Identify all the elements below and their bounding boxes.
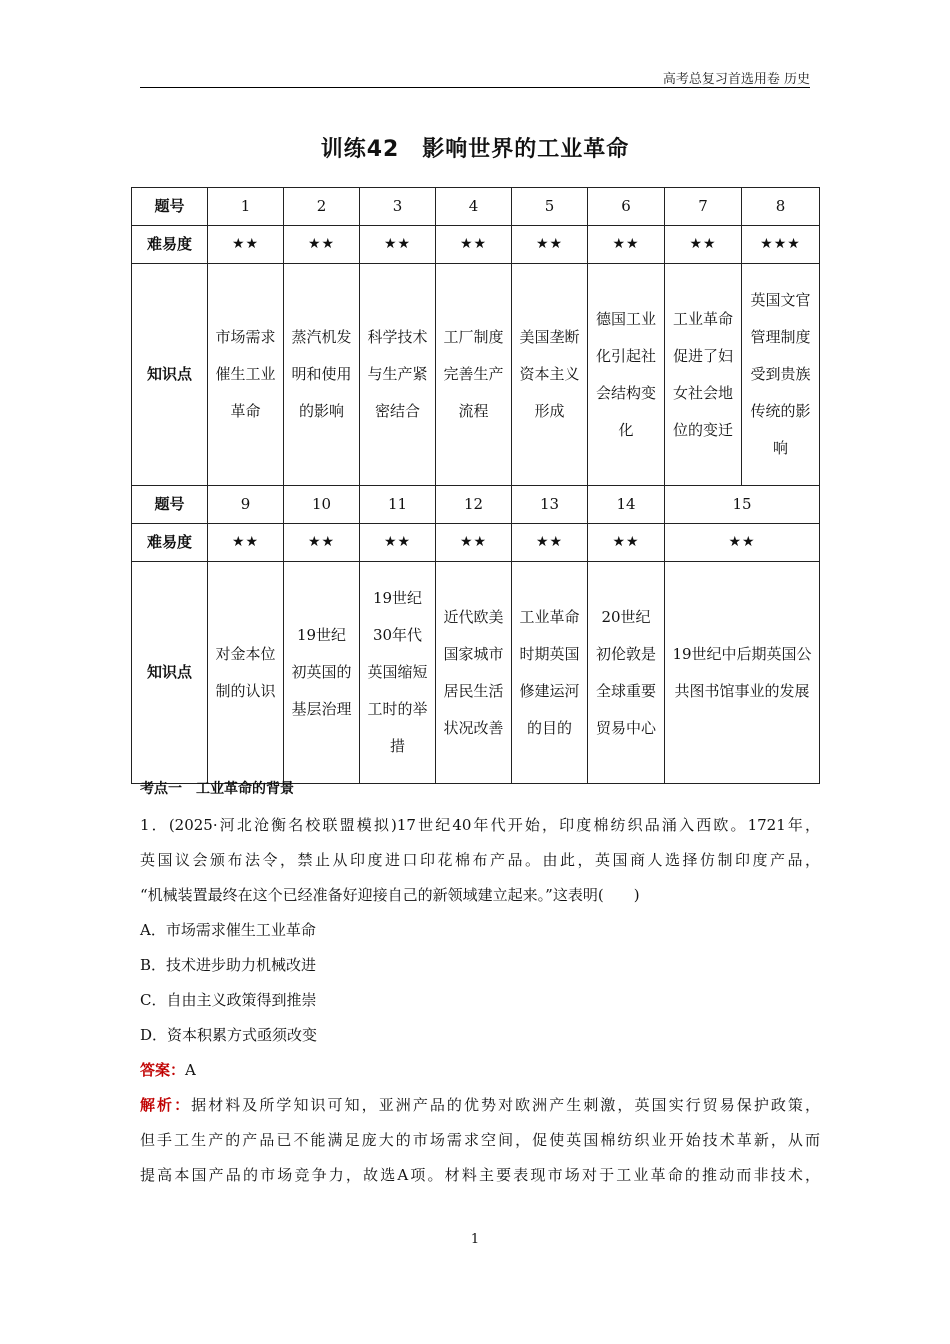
question-stem-line bbox=[140, 808, 820, 843]
cell-difficulty: ★★★ bbox=[742, 226, 820, 264]
cell-difficulty: ★★ bbox=[512, 226, 588, 264]
page-number: 1 bbox=[470, 1232, 480, 1247]
analysis-text: 据材料及所学知识可知，亚洲产品的优势对欧洲产生刺激，英国实行贸易保护政策， bbox=[191, 1096, 820, 1114]
cell-difficulty: ★★ bbox=[665, 524, 820, 562]
cell-number: 9 bbox=[208, 486, 284, 524]
cell-difficulty: ★★ bbox=[436, 524, 512, 562]
cell-knowledge: 科学技术与生产紧密结合 bbox=[360, 264, 436, 486]
cell-number: 8 bbox=[742, 188, 820, 226]
cell-difficulty: ★★ bbox=[208, 524, 284, 562]
cell-knowledge: 近代欧美国家城市居民生活状况改善 bbox=[436, 562, 512, 784]
cell-number: 12 bbox=[436, 486, 512, 524]
label-knowledge: 知识点 bbox=[132, 264, 208, 486]
cell-number: 11 bbox=[360, 486, 436, 524]
cell-knowledge: 19世纪30年代英国缩短工时的举措 bbox=[360, 562, 436, 784]
cell-number: 5 bbox=[512, 188, 588, 226]
running-header: 高考总复习首选用卷 历史 bbox=[662, 72, 810, 87]
option-c: C．自由主义政策得到推崇 bbox=[140, 991, 317, 1009]
cell-knowledge: 工业革命时期英国修建运河的目的 bbox=[512, 562, 588, 784]
cell-number: 3 bbox=[360, 188, 436, 226]
cell-difficulty: ★★ bbox=[665, 226, 742, 264]
cell-difficulty: ★★ bbox=[588, 226, 665, 264]
analysis-line: 提高本国产品的市场竞争力，故选A项。材料主要表现市场对于工业革命的推动而非技术， bbox=[140, 1166, 820, 1184]
table-row-knowledge-1 bbox=[132, 264, 820, 486]
label-number: 题号 bbox=[132, 188, 208, 226]
cell-difficulty: ★★ bbox=[284, 524, 360, 562]
cell-knowledge: 对金本位制的认识 bbox=[208, 562, 284, 784]
question-stem-line: “机械装置最终在这个已经准备好迎接自己的新领域建立起来。”这表明( ) bbox=[140, 886, 640, 904]
cell-knowledge: 19世纪中后期英国公共图书馆事业的发展 bbox=[665, 562, 820, 784]
table-row-difficulty-2 bbox=[132, 524, 820, 562]
cell-knowledge: 市场需求催生工业革命 bbox=[208, 264, 284, 486]
answer-value: A bbox=[185, 1061, 196, 1079]
option-b: B．技术进步助力机械改进 bbox=[140, 956, 317, 974]
cell-knowledge: 英国文官管理制度受到贵族传统的影响 bbox=[742, 264, 820, 486]
header-rule bbox=[140, 87, 810, 88]
analysis-line: 但手工生产的产品已不能满足庞大的市场需求空间，促使英国棉纺织业开始技术革新，从而 bbox=[140, 1131, 820, 1149]
table-row-knowledge-2 bbox=[132, 562, 820, 784]
answer-line bbox=[140, 1053, 820, 1088]
label-difficulty: 难易度 bbox=[132, 524, 208, 562]
cell-number: 6 bbox=[588, 188, 665, 226]
cell-number: 15 bbox=[665, 486, 820, 524]
option-d: D．资本积累方式亟须改变 bbox=[140, 1026, 318, 1044]
cell-number: 7 bbox=[665, 188, 742, 226]
cell-difficulty: ★★ bbox=[360, 524, 436, 562]
cell-difficulty: ★★ bbox=[512, 524, 588, 562]
question-source: (2025·河北沧衡名校联盟模拟) bbox=[168, 816, 397, 834]
cell-knowledge: 蒸汽机发明和使用的影响 bbox=[284, 264, 360, 486]
question-info-table bbox=[131, 187, 820, 784]
table-row-numbers-2 bbox=[132, 486, 820, 524]
cell-knowledge: 美国垄断资本主义形成 bbox=[512, 264, 588, 486]
table-row-difficulty-1 bbox=[132, 226, 820, 264]
cell-difficulty: ★★ bbox=[436, 226, 512, 264]
cell-knowledge: 19世纪初英国的基层治理 bbox=[284, 562, 360, 784]
cell-knowledge: 20世纪初伦敦是全球重要贸易中心 bbox=[588, 562, 665, 784]
cell-knowledge: 工厂制度完善生产流程 bbox=[436, 264, 512, 486]
analysis-label: 解析： bbox=[140, 1096, 192, 1114]
option-a: A．市场需求催生工业革命 bbox=[140, 921, 316, 939]
analysis-line bbox=[140, 1088, 820, 1123]
cell-difficulty: ★★ bbox=[208, 226, 284, 264]
table-row-numbers-1 bbox=[132, 188, 820, 226]
cell-number: 2 bbox=[284, 188, 360, 226]
cell-number: 14 bbox=[588, 486, 665, 524]
question-stem-line: 英国议会颁布法令，禁止从印度进口印花棉布产品。由此，英国商人选择仿制印度产品， bbox=[140, 851, 820, 869]
cell-knowledge: 工业革命促进了妇女社会地位的变迁 bbox=[665, 264, 742, 486]
cell-difficulty: ★★ bbox=[284, 226, 360, 264]
page-title: 训练42 影响世界的工业革命 bbox=[320, 137, 630, 162]
label-knowledge: 知识点 bbox=[132, 562, 208, 784]
question-text: 17世纪40年代开始，印度棉纺织品涌入西欧。1721年， bbox=[396, 816, 820, 834]
label-difficulty: 难易度 bbox=[132, 226, 208, 264]
cell-knowledge: 德国工业化引起社会结构变化 bbox=[588, 264, 665, 486]
cell-number: 4 bbox=[436, 188, 512, 226]
cell-difficulty: ★★ bbox=[360, 226, 436, 264]
cell-number: 10 bbox=[284, 486, 360, 524]
cell-number: 13 bbox=[512, 486, 588, 524]
cell-difficulty: ★★ bbox=[588, 524, 665, 562]
answer-label: 答案： bbox=[140, 1061, 186, 1079]
label-number: 题号 bbox=[132, 486, 208, 524]
question-body bbox=[140, 778, 820, 1193]
cell-number: 1 bbox=[208, 188, 284, 226]
section-heading: 考点一 工业革命的背景 bbox=[140, 781, 294, 797]
question-number: 1． bbox=[140, 816, 169, 834]
